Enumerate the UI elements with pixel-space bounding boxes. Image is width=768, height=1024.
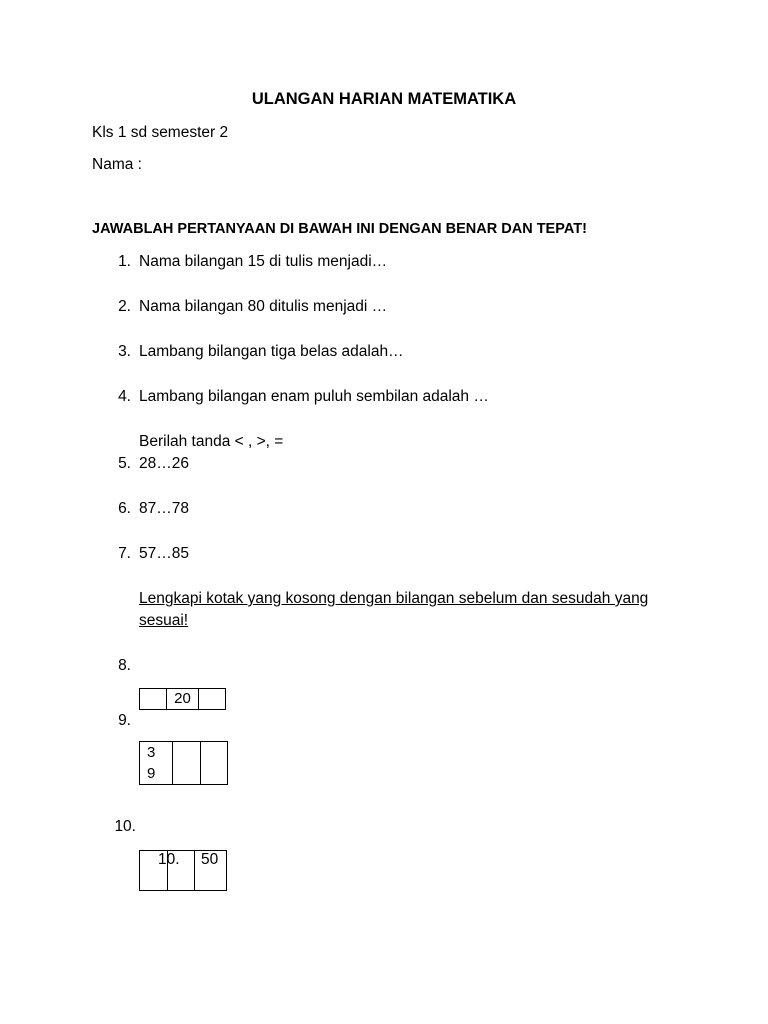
number-box-8 [139, 688, 226, 710]
box-cell [201, 742, 227, 784]
question-number: 2. [118, 298, 131, 315]
document-title: ULANGAN HARIAN MATEMATIKA [251, 90, 517, 108]
class-line: Kls 1 sd semester 2 [92, 124, 229, 141]
number-box-9 [139, 741, 228, 785]
box-cell [199, 689, 225, 709]
question-text: 28…26 [139, 455, 189, 472]
question-number: 7. [118, 545, 131, 562]
box-cell [173, 742, 201, 784]
question-text: 87…78 [139, 500, 189, 517]
question-text: Lambang bilangan enam puluh sembilan adalah … [139, 388, 489, 405]
question-text: Nama bilangan 80 ditulis menjadi … [139, 298, 388, 315]
question-text: 57…85 [139, 545, 189, 562]
instruction: JAWABLAH PERTANYAAN DI BAWAH INI DENGAN BENAR DAN TEPAT! [92, 221, 587, 237]
question-number: 4. [118, 388, 131, 405]
name-label: Nama : [92, 156, 142, 173]
box-cell [140, 689, 167, 709]
question-number: 5. [118, 455, 131, 472]
question-text: Nama bilangan 15 di tulis menjadi… [139, 253, 388, 270]
box-cell: 3 9 [140, 742, 173, 784]
question-number: 3. [118, 343, 131, 360]
question-number: 1. [118, 253, 131, 270]
compare-heading: Berilah tanda < , >, = [139, 433, 284, 450]
question-number: 8. [118, 657, 131, 674]
fill-heading: Lengkapi kotak yang kosong dengan bilangan sebelum dan sesudah yang [139, 590, 649, 607]
box-10-overlap-text: 10. [158, 851, 180, 868]
fill-heading-line2: sesuai! [139, 612, 189, 629]
box-cell: 20 [167, 689, 199, 709]
question-number: 6. [118, 500, 131, 517]
question-number: 9. [118, 712, 131, 729]
box-10-value: 50 [201, 851, 219, 868]
question-number: 10. [114, 818, 136, 835]
question-text: Lambang bilangan tiga belas adalah… [139, 343, 404, 360]
